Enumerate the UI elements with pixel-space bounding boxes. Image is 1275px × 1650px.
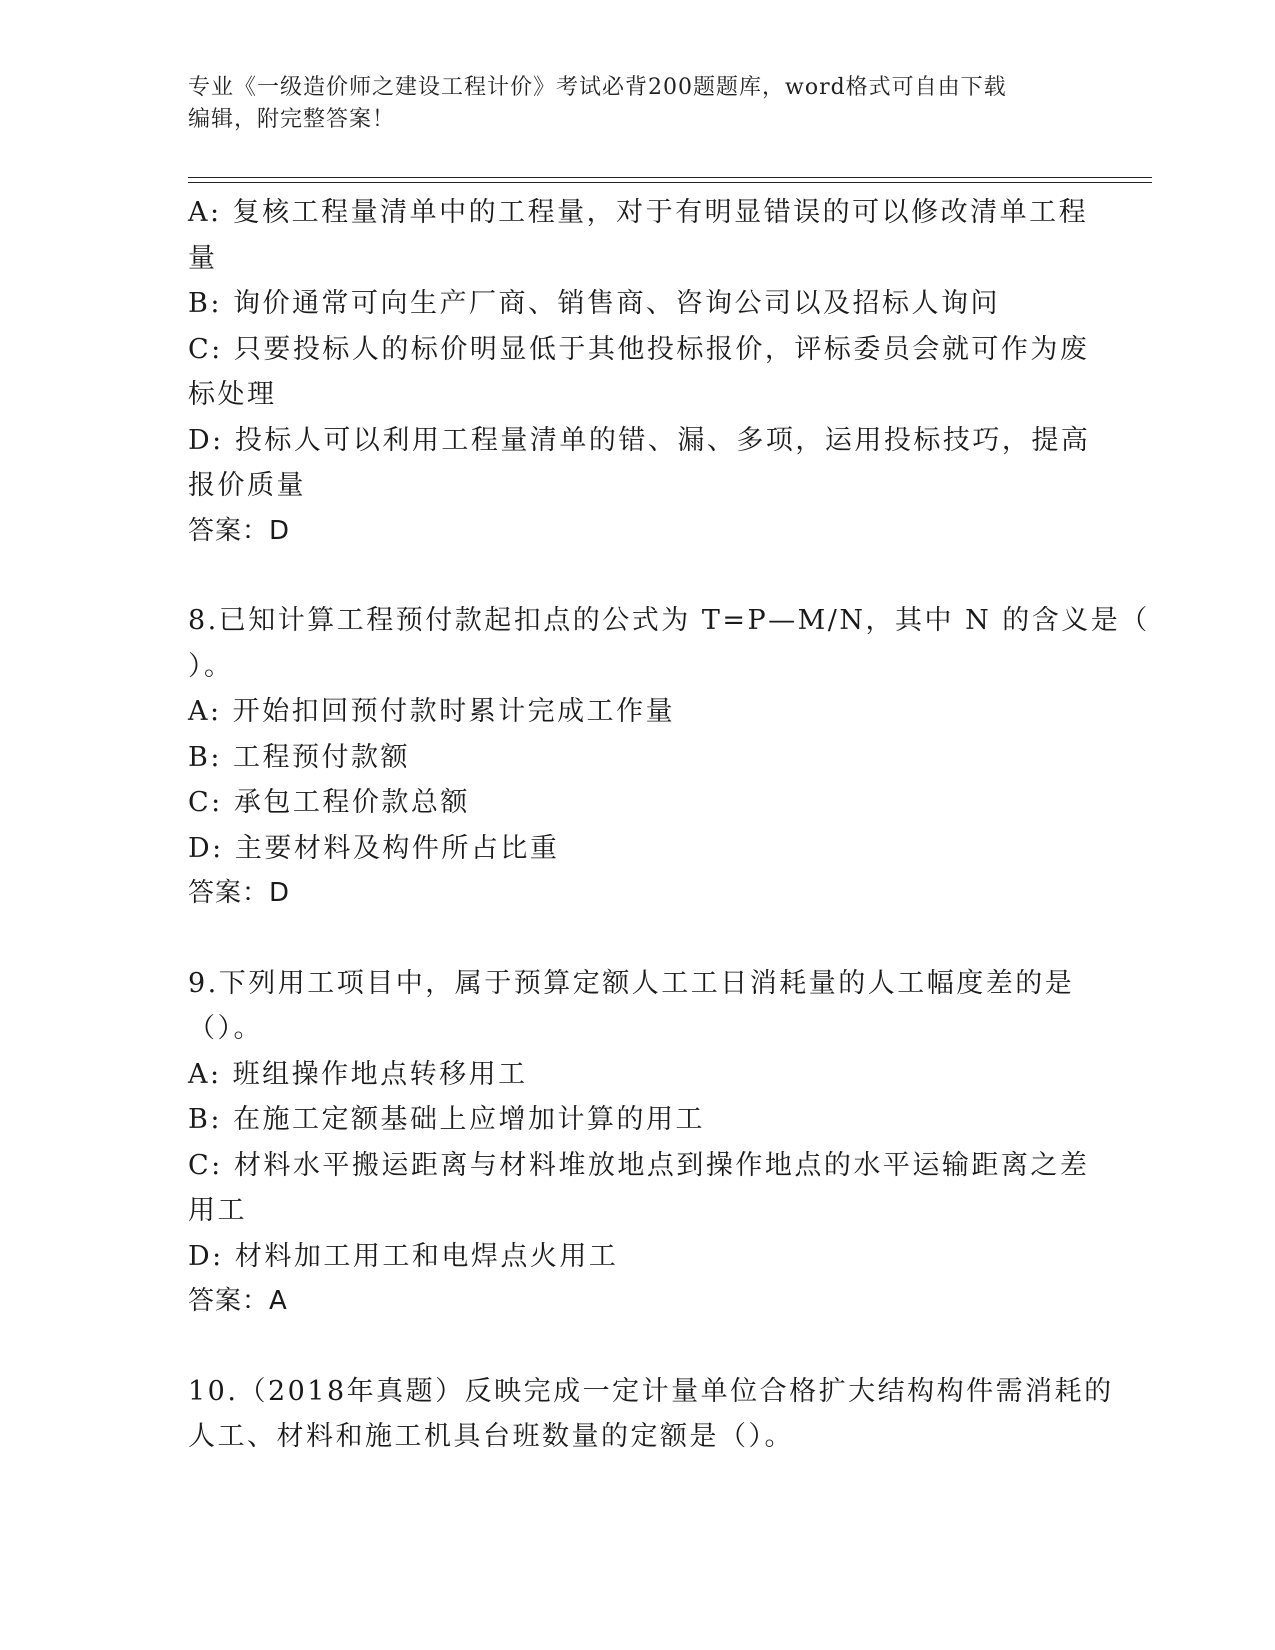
option-a: A: 开始扣回预付款时累计完成工作量 — [188, 696, 676, 727]
option-a: A: 班组操作地点转移用工 — [188, 1058, 528, 1090]
question-stem-cont: （）。 — [188, 1013, 263, 1044]
option-a: A: 复核工程量清单中的工程量，对于有明显错误的可以修改清单工程 — [188, 197, 1089, 228]
question-9 — [188, 961, 1088, 1325]
question-7 — [188, 190, 1091, 554]
option-b: B: 询价通常可向生产厂商、销售商、咨询公司以及招标人询问 — [188, 288, 1001, 319]
answer: 答案：D — [188, 878, 291, 908]
question-stem-cont: 人工、材料和施工机具台班数量的定额是（）。 — [188, 1421, 794, 1452]
header-rule-bottom — [188, 182, 1152, 183]
answer: 答案：D — [188, 515, 291, 546]
answer: 答案：A — [188, 1286, 288, 1316]
option-d: D: 投标人可以利用工程量清单的错、漏、多项，运用投标技巧，提高 — [188, 424, 1091, 456]
question-10 — [188, 1369, 1114, 1460]
option-d: D: 主要材料及构件所占比重 — [188, 832, 560, 864]
option-d: D: 材料加工用工和电焊点火用工 — [188, 1240, 619, 1272]
header-rule-top — [188, 177, 1152, 178]
header-line-2: 编辑，附完整答案！ — [188, 107, 396, 132]
option-b: B: 工程预付款额 — [188, 741, 411, 773]
option-c: C: 材料水平搬运距离与材料堆放地点到操作地点的水平运输距离之差 — [188, 1149, 1090, 1181]
question-stem: 9.下列用工项目中，属于预算定额人工工日消耗量的人工幅度差的是 — [188, 967, 1075, 999]
option-c-cont: 标处理 — [188, 379, 277, 410]
question-stem-cont: ）。 — [188, 650, 234, 682]
option-b: B: 在施工定额基础上应增加计算的用工 — [188, 1104, 706, 1135]
option-a-cont: 量 — [188, 242, 218, 274]
option-c-cont: 用工 — [188, 1195, 247, 1226]
document-header — [188, 72, 1088, 136]
option-d-cont: 报价质量 — [188, 470, 306, 501]
header-line-1: 专业《一级造价师之建设工程计价》考试必背200题题库，word格式可自由下载 — [188, 75, 1007, 100]
question-8 — [188, 598, 1150, 917]
document-body — [188, 190, 1150, 1460]
question-stem: 10.（2018年真题）反映完成一定计量单位合格扩大结构构件需消耗的 — [188, 1375, 1114, 1407]
question-stem: 8.已知计算工程预付款起扣点的公式为 T=P—M/N，其中 N 的含义是（ — [188, 605, 1150, 636]
option-c: C: 承包工程价款总额 — [188, 787, 470, 818]
option-c: C: 只要投标人的标价明显低于其他投标报价，评标委员会就可作为废 — [188, 333, 1090, 365]
